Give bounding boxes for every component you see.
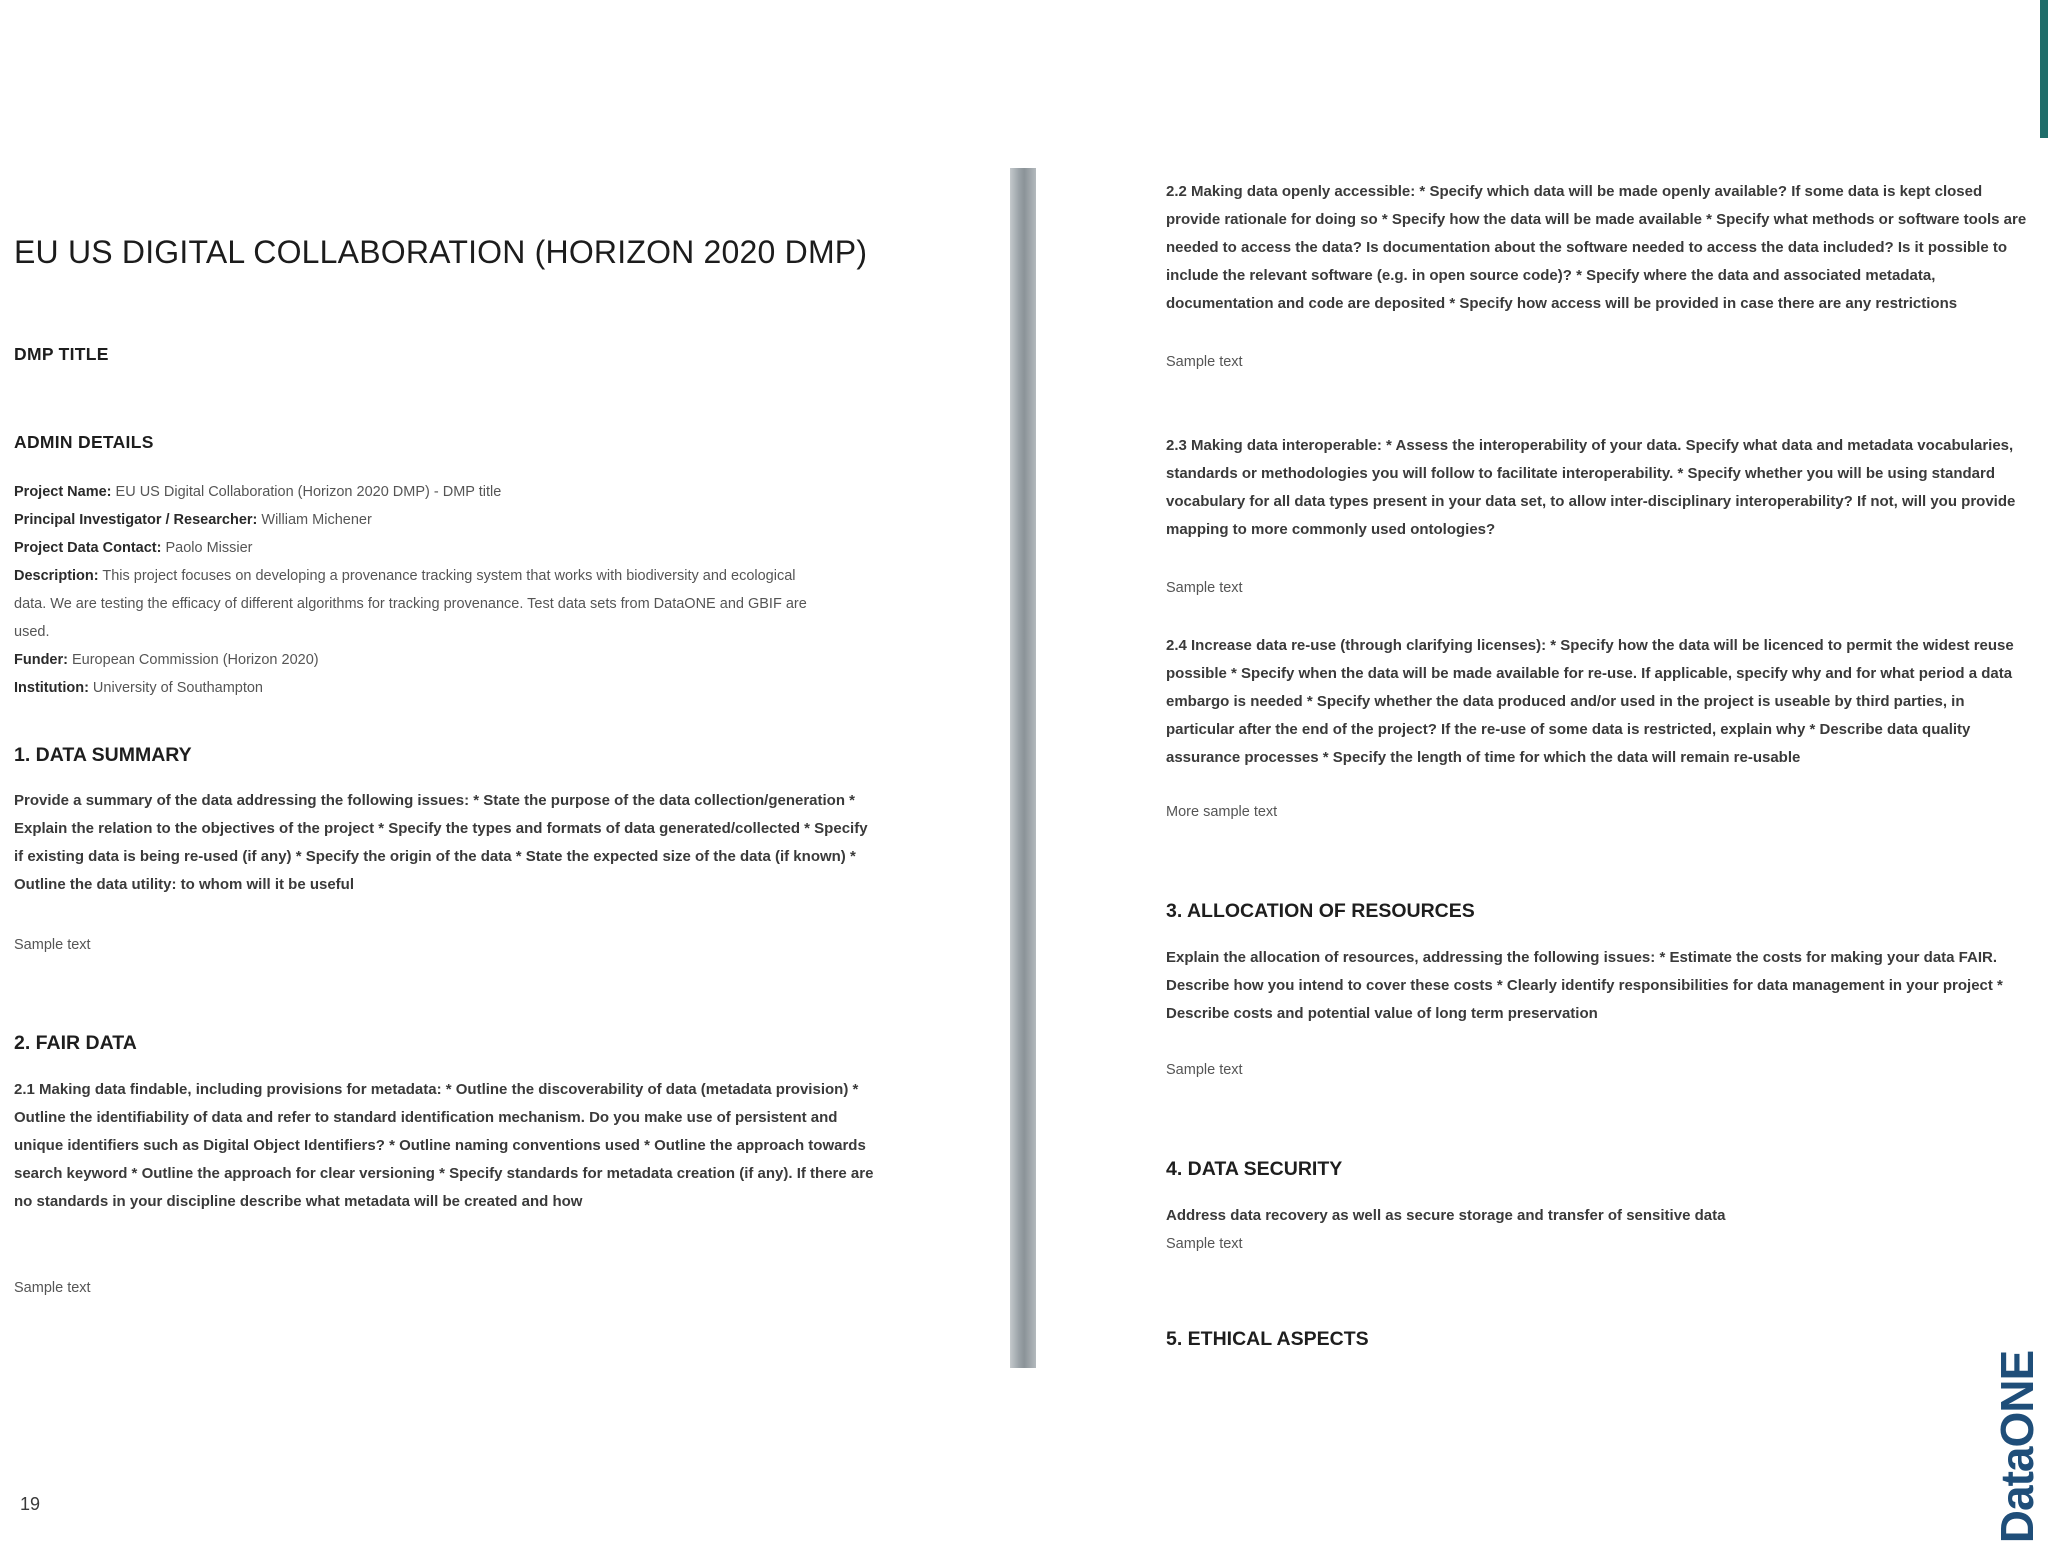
data-summary-heading: 1. DATA SUMMARY (14, 744, 192, 766)
pi-row: Principal Investigator / Researcher: William Michener (14, 512, 372, 528)
interoperable-sample: Sample text (1166, 580, 1243, 596)
data-summary-body: Provide a summary of the data addressing the following issues: * State the purpose of the data collection/generation * Explain the relation to the objectives of the project * Specify the types and formats of data generated/collected * Specify if existing data is being re-used (if any) * Specify the origin of the data * State the expected size of the data (if known) * Outline the data utility: to whom will it be useful (14, 792, 868, 893)
ethical-aspects-heading: 5. ETHICAL ASPECTS (1166, 1328, 1369, 1350)
fair-data-heading: 2. FAIR DATA (14, 1032, 137, 1054)
admin-details-heading: ADMIN DETAILS (14, 432, 154, 452)
data-summary-sample: Sample text (14, 937, 91, 953)
page-divider (1010, 168, 1036, 1368)
dataone-logo (1990, 1350, 2044, 1543)
description-row: Description: This project focuses on developing a provenance tracking system that works with biodiversity and ecological data. We are testing the efficacy of different algorithms for tracking provenance. Test data sets from DataONE and GBIF are used. (14, 568, 807, 640)
accessible-body: 2.2 Making data openly accessible: * Specify which data will be made openly available? If some data is kept closed provide rationale for doing so * Specify how the data will be made available * Specify what methods or software tools are needed to access the data? Is documentation about the software needed to access the data included? Is it possible to include the relevant software (e.g. in open source code)? * Specify where the data and associated metadata, documentation and code are deposited * Specify how access will be provided in case there are any restrictions (1166, 183, 2027, 312)
reuse-sample: More sample text (1166, 804, 1278, 820)
top-accent-bar (2040, 0, 2048, 138)
allocation-sample: Sample text (1166, 1062, 1243, 1078)
dataone-logo-text: DataONE (1991, 1350, 2043, 1543)
project-name-row: Project Name: EU US Digital Collaboration (Horizon 2020 DMP) - DMP title (14, 484, 502, 500)
accessible-sample: Sample text (1166, 354, 1243, 370)
interoperable-body: 2.3 Making data interoperable: * Assess the interoperability of your data. Specify what data and metadata vocabularies, standards or methodologies you will follow to facilitate interoperability. * Specify whether you will be using standard vocabulary for all data types present in your data set, to allow inter-disciplinary interoperability? If not, will you provide mapping to more commonly used ontologies? (1166, 437, 2016, 538)
admin-details-block (14, 478, 854, 702)
allocation-body: Explain the allocation of resources, addressing the following issues: * Estimate the costs for making your data FAIR. Describe how you intend to cover these costs * Clearly identify responsibilities for data management in your project * Describe costs and potential value of long term preservation (1166, 949, 2003, 1022)
findable-sample: Sample text (14, 1280, 91, 1296)
data-security-heading: 4. DATA SECURITY (1166, 1158, 1343, 1180)
document-title: EU US DIGITAL COLLABORATION (HORIZON 2020 DMP) (14, 234, 868, 270)
institution-row: Institution: University of Southampton (14, 680, 263, 696)
allocation-heading: 3. ALLOCATION OF RESOURCES (1166, 900, 1475, 922)
dmp-title-heading: DMP TITLE (14, 344, 109, 364)
data-security-sample: Sample text (1166, 1236, 1243, 1252)
reuse-body: 2.4 Increase data re-use (through clarifying licenses): * Specify how the data will be licenced to permit the widest reuse possible * Specify when the data will be made available for re-use. If applicable, specify why and for what period a data embargo is needed * Specify whether the data produced and/or used in the project is useable by third parties, in particular after the end of the project? If the re-use of some data is restricted, explain why * Describe data quality assurance processes * Specify the length of time for which the data will remain re-usable (1166, 637, 2014, 766)
data-security-body: Address data recovery as well as secure storage and transfer of sensitive data (1166, 1207, 1726, 1224)
left-document-page (14, 0, 874, 1536)
contact-row: Project Data Contact: Paolo Missier (14, 540, 253, 556)
right-document-page (1166, 0, 2028, 1536)
slide-number: 19 (20, 1494, 41, 1514)
findable-body: 2.1 Making data findable, including provisions for metadata: * Outline the discoverability of data (metadata provision) * Outline the identifiability of data and refer to standard identification mechanism. Do you make use of persistent and unique identifiers such as Digital Object Identifiers? * Outline naming conventions used * Outline the approach towards search keyword * Outline the approach for clear versioning * Specify standards for metadata creation (if any). If there are no standards in your discipline describe what metadata will be created and how (14, 1081, 874, 1210)
funder-row: Funder: European Commission (Horizon 2020) (14, 652, 319, 668)
